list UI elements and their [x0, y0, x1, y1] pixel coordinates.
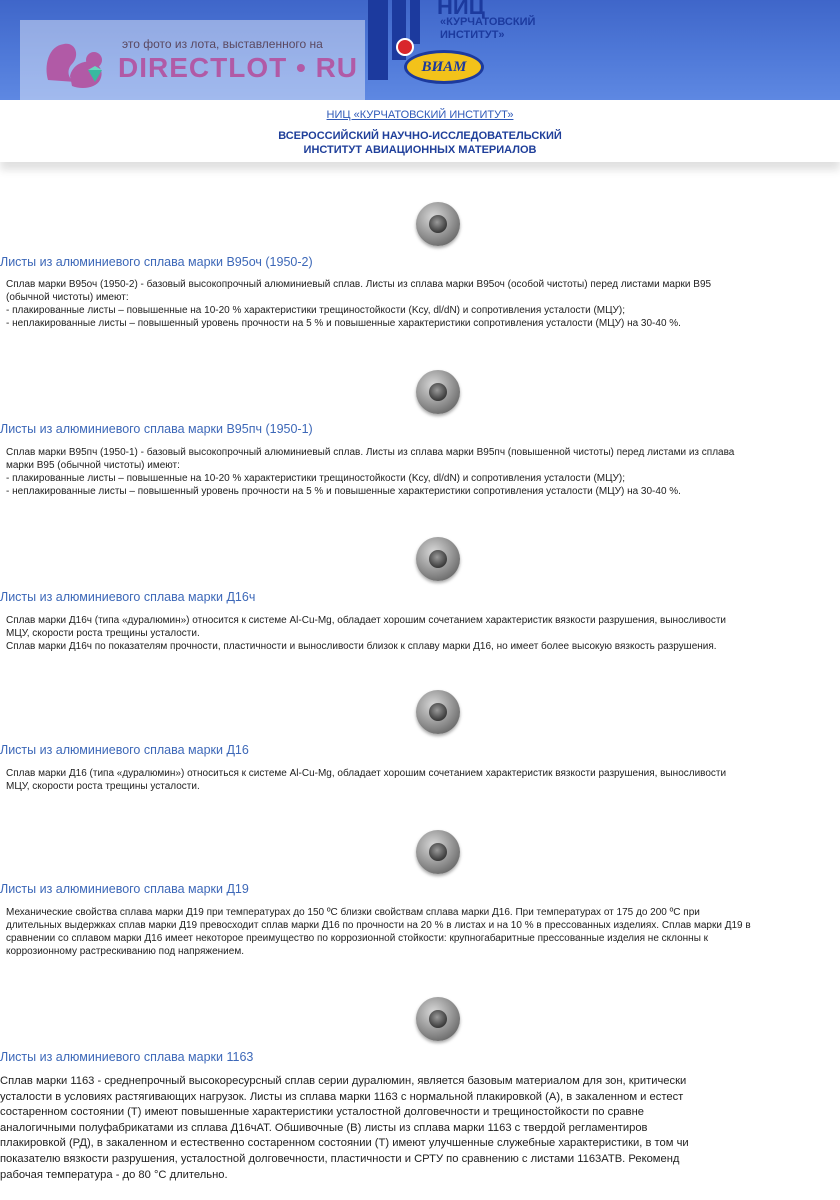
bullet-icon — [416, 997, 460, 1041]
section-title: Листы из алюминиевого сплава марки В95пч (1950-1) — [0, 422, 313, 436]
watermark-caption: это фото из лота, выставленного на — [122, 37, 323, 51]
section-title: Листы из алюминиевого сплава марки Д19 — [0, 882, 249, 896]
bullet-icon — [416, 690, 460, 734]
institute-title: ВСЕРОССИЙСКИЙ НАУЧНО-ИССЛЕДОВАТЕЛЬСКИЙ ИНСТИТУТ АВИАЦИОННЫХ МАТЕРИАЛОВ — [278, 130, 562, 156]
bullet-icon — [416, 830, 460, 874]
section-body: Сплав марки Д16 (типа «дуралюмин») относиться к системе Al-Cu-Mg, обладает хорошим сочетанием характеристик вязкости разрушения, выносливости МЦУ, скорости роста трещины усталости. — [6, 768, 727, 792]
section-body: Сплав марки 1163 - среднепрочный высокоресурсный сплав серии дуралюмин, является базовым материалом для зон, критически усталости в условиях растягивающих нагрузок. Листы из сплава марки 1163 с нормальной плакировкой (А), в закаленном и естест состаренном состоянии (Т) имеют повышенные характеристики усталостной долговечности и трещиностойкости по сравне аналогичными полуфабрикатами из сплава Д16чАТ. Обшивочные (В) листы из сплава марки 1163 с твердой регламентиров плакировкой (РД), в закаленном и естественно состаренном состоянии (Т) имеют улучшенные служебные характеристики, в том чи показателю вязкости разрушения, усталостной долговечности, пластичности и СРТУ по сравнению с листами 1163АТВ. Рекоменд рабочая температура - до 80 °С длительно. — [0, 1075, 689, 1181]
logo-text-kurchatov: «КУРЧАТОВСКИЙ ИНСТИТУТ» — [440, 16, 536, 41]
section-body: Сплав марки Д16ч (типа «дуралюмин») относится к системе Al-Cu-Mg, обладает хорошим сочетанием характеристик вязкости разрушения, выносливости МЦУ, скорости роста трещины усталости. Сплав марки Д16ч по показателям прочности, пластичности и выносливости близок к сплаву марки Д16, но имеет более высокую вязкость разрушения. — [6, 615, 726, 652]
bullet-icon — [416, 537, 460, 581]
header-banner — [0, 0, 840, 100]
kurchatov-link[interactable]: НИЦ «КУРЧАТОВСКИЙ ИНСТИТУТ» — [326, 109, 514, 121]
bullet-icon — [416, 202, 460, 246]
section-body: Сплав марки В95пч (1950-1) - базовый высокопрочный алюминиевый сплав. Листы из сплава марки В95пч (повышенной чистоты) перед листами из сплава марки В95 (обычной чистоты) имеют: - плакированные листы – повышенные на 10-20 % характеристики трещиностойкости (Kcy, dl/dN) и сопротивления усталости (МЦУ); - неплакированные листы – повышенный уровень прочности на 5 % и повышенные характеристики сопротивления усталости (МЦУ) на 30-40 %. — [6, 447, 735, 497]
institute-header — [0, 100, 840, 162]
watermark-brand: DIRECTLOT • RU — [118, 52, 359, 83]
bullet-icon — [416, 370, 460, 414]
logo-text-nic: НИЦ — [437, 0, 485, 19]
section-body: Сплав марки В95оч (1950-2) - базовый высокопрочный алюминиевый сплав. Листы из сплава марки В95оч (особой чистоты) перед листами марки В95 (обычной чистоты) имеют: - плакированные листы – повышенные на 10-20 % характеристики трещиностойкости (Kcy, dl/dN) и сопротивления усталости (МЦУ); - неплакированные листы – повышенный уровень прочности на 5 % и повышенные характеристики сопротивления усталости (МЦУ) на 30-40 %. — [6, 279, 712, 329]
viam-logo: ВИАМ — [404, 50, 484, 84]
section-title: Листы из алюминиевого сплава марки 1163 — [0, 1050, 254, 1064]
section-body: Механические свойства сплава марки Д19 при температурах до 150 ºС близки свойствам сплава марки Д16. При температурах от 175 до 200 ºС при длительных выдержках сплав марки Д19 превосходит сплав марки Д16 по прочности на 20 % в листах и на 10 % в прессованных изделиях. Сплав марки Д19 в сравнении со сплавом марки Д16 имеет некоторое преимущество по коррозионной стойкости: крупногабаритные прессованные изделия не склонны к коррозионному растрескиванию под напряжением. — [6, 907, 751, 957]
section-title: Листы из алюминиевого сплава марки В95оч (1950-2) — [0, 255, 313, 269]
section-title: Листы из алюминиевого сплава марки Д16ч — [0, 590, 256, 604]
watermark — [20, 20, 365, 100]
section-title: Листы из алюминиевого сплава марки Д16 — [0, 743, 249, 757]
squirrel-icon — [42, 36, 112, 92]
